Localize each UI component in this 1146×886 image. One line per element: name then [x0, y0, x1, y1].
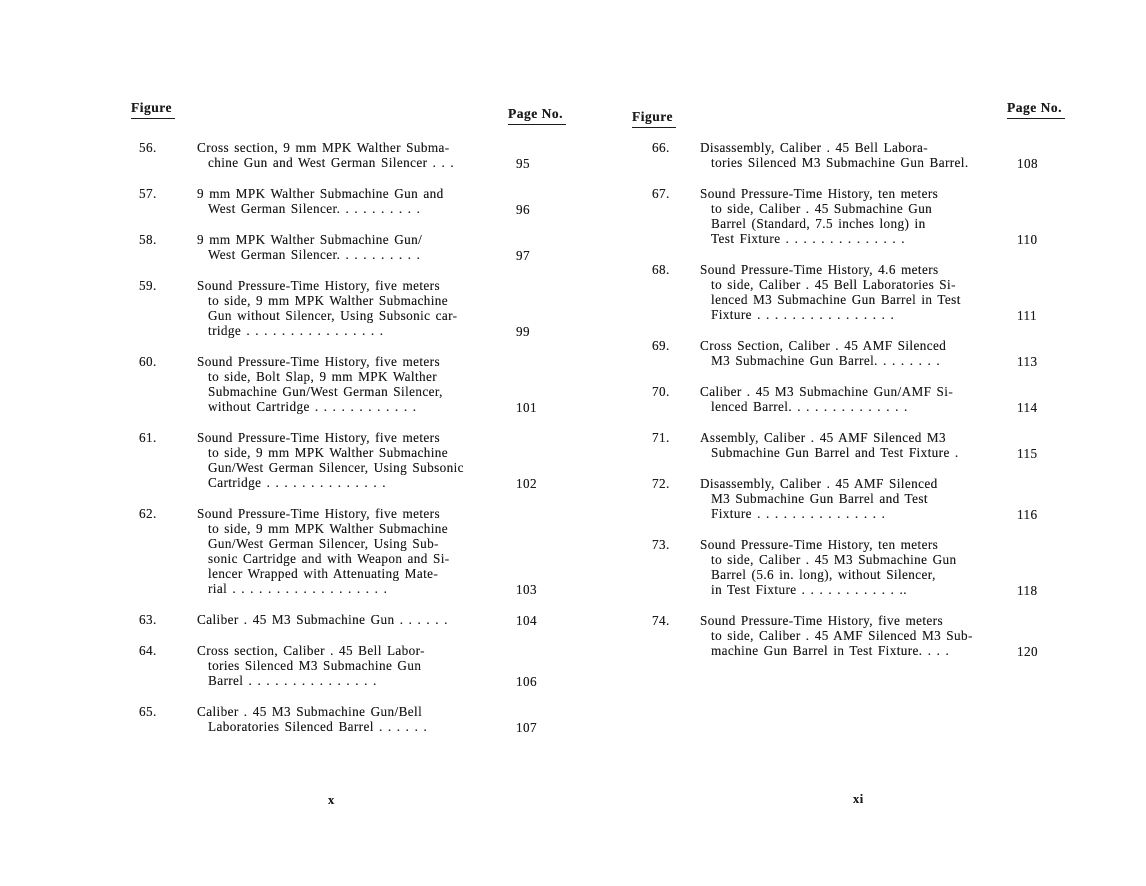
description-line: Fixture . . . . . . . . . . . . . . . .: [711, 307, 895, 322]
figure-description: [197, 612, 512, 627]
description-line: to side, Caliber . 45 Submachine Gun: [711, 201, 933, 216]
figure-header-label: Figure: [131, 100, 175, 119]
description-line: Laboratories Silenced Barrel . . . . . .: [208, 719, 428, 734]
figure-number: 71.: [652, 430, 670, 445]
description-line: Sound Pressure-Time History, five meters: [197, 354, 440, 369]
figure-entry: [131, 704, 566, 734]
figure-page-number: 103: [516, 582, 537, 597]
description-line: Disassembly, Caliber . 45 AMF Silenced: [700, 476, 938, 491]
figure-description: [700, 186, 1013, 246]
description-line: to side, Caliber . 45 M3 Submachine Gun: [711, 552, 957, 567]
page-no-header-label: Page No.: [508, 106, 566, 125]
figure-page-number: 95: [516, 156, 530, 171]
description-line: to side, Caliber . 45 Bell Laboratories Si-: [711, 277, 956, 292]
description-line: Caliber . 45 M3 Submachine Gun/AMF Si-: [700, 384, 954, 399]
figure-page-number: 97: [516, 248, 530, 263]
figure-number: 72.: [652, 476, 670, 491]
figure-page-number: 116: [1017, 507, 1038, 522]
description-line: sonic Cartridge and with Weapon and Si-: [208, 551, 450, 566]
figure-page-number: 104: [516, 613, 537, 628]
figure-entry: [131, 430, 566, 490]
figure-entries-list: [632, 140, 1065, 658]
description-line: Caliber . 45 M3 Submachine Gun/Bell: [197, 704, 423, 719]
figure-page-number: 114: [1017, 400, 1038, 415]
figure-description: [197, 232, 512, 262]
description-line: Cross section, 9 mm MPK Walther Subma-: [197, 140, 450, 155]
figure-description: [700, 537, 1013, 597]
figure-description: [700, 262, 1013, 322]
figure-description: [197, 430, 512, 490]
description-line: M3 Submachine Gun Barrel and Test: [711, 491, 928, 506]
figure-page-number: 120: [1017, 644, 1038, 659]
figure-description: [700, 476, 1013, 521]
left-page-column: [131, 100, 566, 750]
figure-page-number: 99: [516, 324, 530, 339]
page-no-header-label: Page No.: [1007, 100, 1065, 119]
figure-page-number: 110: [1017, 232, 1038, 247]
description-line: without Cartridge . . . . . . . . . . . .: [208, 399, 417, 414]
description-line: Cartridge . . . . . . . . . . . . . .: [208, 475, 386, 490]
description-line: Test Fixture . . . . . . . . . . . . . .: [711, 231, 905, 246]
figure-number: 63.: [139, 612, 157, 627]
figure-page-number: 101: [516, 400, 537, 415]
description-line: lenced Barrel. . . . . . . . . . . . . .: [711, 399, 908, 414]
figure-description: [700, 140, 1013, 170]
description-line: Sound Pressure-Time History, five meters: [197, 506, 440, 521]
figure-page-number: 108: [1017, 156, 1038, 171]
description-line: chine Gun and West German Silencer . . .: [208, 155, 455, 170]
figure-number: 65.: [139, 704, 157, 719]
figure-number: 68.: [652, 262, 670, 277]
figure-description: [700, 430, 1013, 460]
figure-number: 66.: [652, 140, 670, 155]
description-line: Sound Pressure-Time History, ten meters: [700, 186, 939, 201]
description-line: lencer Wrapped with Attenuating Mate-: [208, 566, 439, 581]
description-line: Sound Pressure-Time History, 4.6 meters: [700, 262, 939, 277]
figure-page-number: 115: [1017, 446, 1038, 461]
figure-entry: [632, 537, 1065, 597]
right-column-header: [632, 100, 1065, 122]
figure-entry: [131, 278, 566, 338]
figure-description: [700, 384, 1013, 414]
description-line: to side, 9 mm MPK Walther Submachine: [208, 445, 449, 460]
description-line: tories Silenced M3 Submachine Gun: [208, 658, 422, 673]
description-line: in Test Fixture . . . . . . . . . . . ..: [711, 582, 907, 597]
figure-page-number: 111: [1017, 308, 1038, 323]
description-line: tories Silenced M3 Submachine Gun Barrel.: [711, 155, 969, 170]
figure-page-number: 102: [516, 476, 537, 491]
description-line: Gun/West German Silencer, Using Subsonic: [208, 460, 464, 475]
figure-entry: [131, 354, 566, 414]
figure-page-number: 106: [516, 674, 537, 689]
description-line: Assembly, Caliber . 45 AMF Silenced M3: [700, 430, 947, 445]
figure-entry: [632, 476, 1065, 521]
figure-page-number: 107: [516, 720, 537, 735]
figure-number: 62.: [139, 506, 157, 521]
figure-entry: [632, 613, 1065, 658]
left-column-header: [131, 100, 566, 122]
description-line: Gun without Silencer, Using Subsonic car-: [208, 308, 458, 323]
description-line: Cross section, Caliber . 45 Bell Labor-: [197, 643, 425, 658]
figure-entries-list: [131, 140, 566, 734]
figure-number: 70.: [652, 384, 670, 399]
figure-entry: [632, 384, 1065, 414]
figure-description: [197, 140, 512, 170]
description-line: Gun/West German Silencer, Using Sub-: [208, 536, 439, 551]
description-line: machine Gun Barrel in Test Fixture. . . .: [711, 643, 950, 658]
figure-number: 61.: [139, 430, 157, 445]
figure-number: 73.: [652, 537, 670, 552]
description-line: Sound Pressure-Time History, ten meters: [700, 537, 939, 552]
figure-entry: [632, 262, 1065, 322]
figure-entry: [131, 186, 566, 216]
description-line: Barrel (5.6 in. long), without Silencer,: [711, 567, 936, 582]
description-line: 9 mm MPK Walther Submachine Gun/: [197, 232, 423, 247]
figure-number: 64.: [139, 643, 157, 658]
figure-entry: [632, 430, 1065, 460]
description-line: Disassembly, Caliber . 45 Bell Labora-: [700, 140, 929, 155]
figure-entry: [131, 612, 566, 627]
figure-description: [197, 643, 512, 688]
description-line: rial . . . . . . . . . . . . . . . . . .: [208, 581, 388, 596]
figure-page-number: 113: [1017, 354, 1038, 369]
description-line: Barrel . . . . . . . . . . . . . . .: [208, 673, 377, 688]
description-line: Barrel (Standard, 7.5 inches long) in: [711, 216, 926, 231]
page-footer-right: xi: [853, 792, 864, 806]
figure-number: 74.: [652, 613, 670, 628]
description-line: Caliber . 45 M3 Submachine Gun . . . . . .: [197, 612, 448, 627]
description-line: Sound Pressure-Time History, five meters: [197, 278, 440, 293]
description-line: to side, 9 mm MPK Walther Submachine: [208, 293, 449, 308]
figure-entry: [131, 506, 566, 596]
description-line: lenced M3 Submachine Gun Barrel in Test: [711, 292, 961, 307]
description-line: West German Silencer. . . . . . . . . .: [208, 247, 421, 262]
description-line: to side, 9 mm MPK Walther Submachine: [208, 521, 449, 536]
figure-description: [700, 613, 1013, 658]
figure-number: 69.: [652, 338, 670, 353]
figure-page-number: 118: [1017, 583, 1038, 598]
description-line: 9 mm MPK Walther Submachine Gun and: [197, 186, 444, 201]
description-line: to side, Bolt Slap, 9 mm MPK Walther: [208, 369, 438, 384]
figure-description: [700, 338, 1013, 368]
figure-header-label: Figure: [632, 109, 676, 128]
figure-entry: [632, 186, 1065, 246]
figure-number: 57.: [139, 186, 157, 201]
figure-number: 67.: [652, 186, 670, 201]
description-line: Submachine Gun/West German Silencer,: [208, 384, 443, 399]
description-line: Submachine Gun Barrel and Test Fixture .: [711, 445, 959, 460]
figure-description: [197, 278, 512, 338]
figure-entry: [632, 338, 1065, 368]
figure-description: [197, 506, 512, 596]
right-page-column: [632, 100, 1065, 674]
description-line: Sound Pressure-Time History, five meters: [700, 613, 943, 628]
figure-description: [197, 704, 512, 734]
figure-entry: [632, 140, 1065, 170]
page-footer-left: x: [328, 793, 335, 807]
figure-description: [197, 354, 512, 414]
description-line: Sound Pressure-Time History, five meters: [197, 430, 440, 445]
figure-description: [197, 186, 512, 216]
description-line: M3 Submachine Gun Barrel. . . . . . . .: [711, 353, 941, 368]
figure-entry: [131, 232, 566, 262]
figure-entry: [131, 140, 566, 170]
description-line: tridge . . . . . . . . . . . . . . . .: [208, 323, 384, 338]
figure-number: 60.: [139, 354, 157, 369]
figure-number: 59.: [139, 278, 157, 293]
figure-entry: [131, 643, 566, 688]
description-line: West German Silencer. . . . . . . . . .: [208, 201, 421, 216]
description-line: Fixture . . . . . . . . . . . . . . .: [711, 506, 886, 521]
description-line: Cross Section, Caliber . 45 AMF Silenced: [700, 338, 947, 353]
figure-number: 56.: [139, 140, 157, 155]
figure-number: 58.: [139, 232, 157, 247]
figure-page-number: 96: [516, 202, 530, 217]
description-line: to side, Caliber . 45 AMF Silenced M3 Sub-: [711, 628, 973, 643]
